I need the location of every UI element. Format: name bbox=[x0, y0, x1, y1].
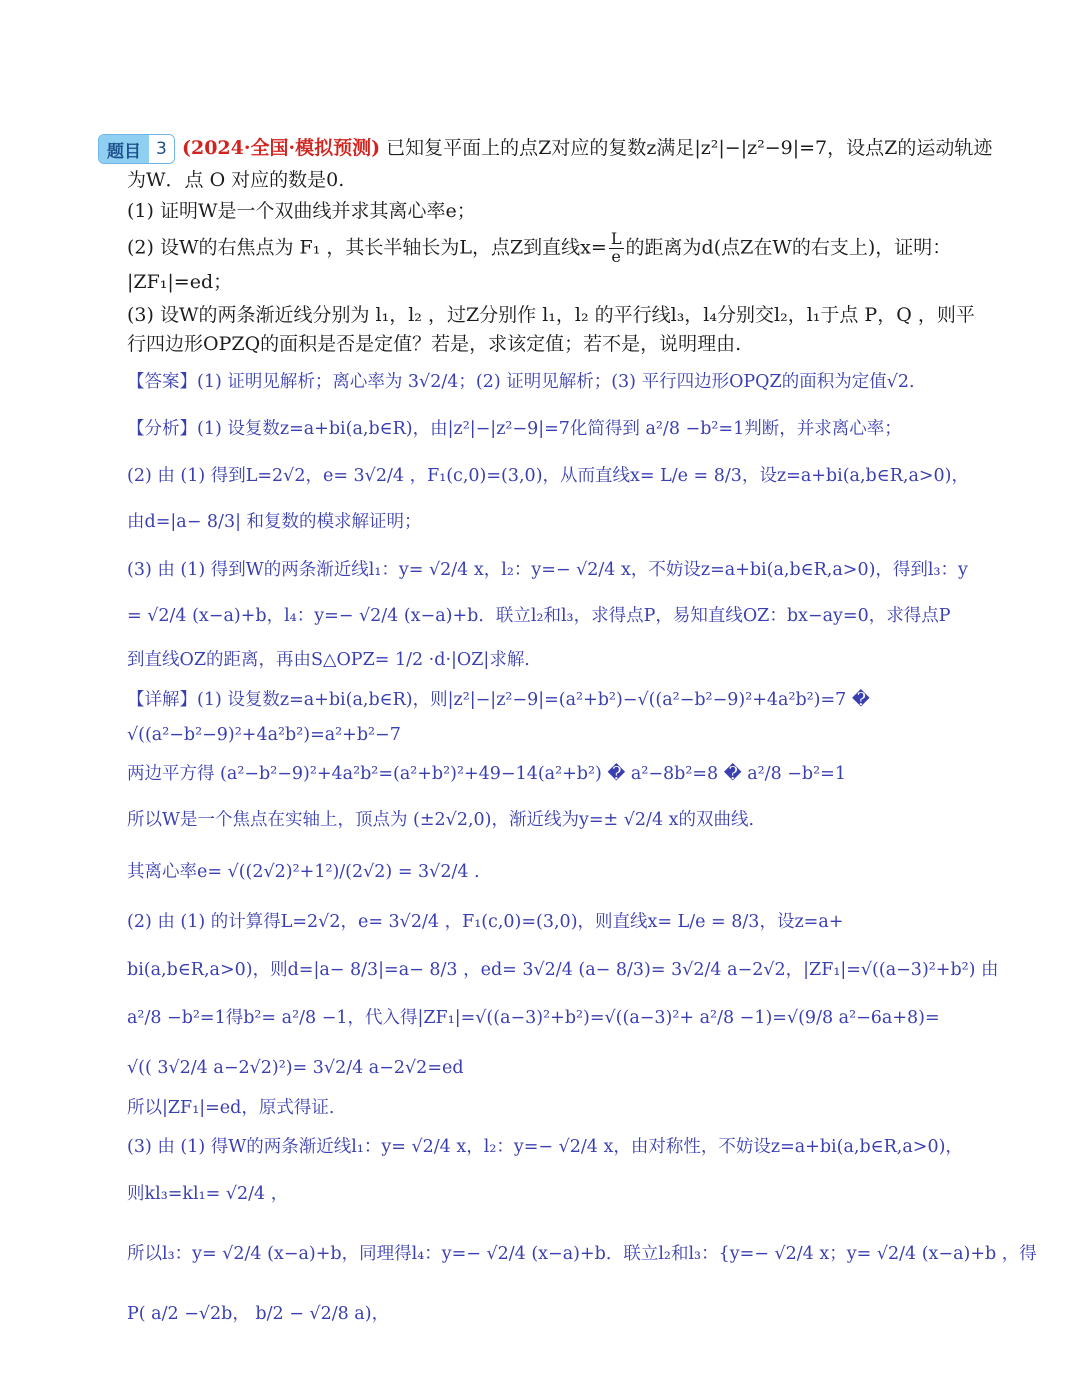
problem-tag-label: 题目 bbox=[99, 135, 149, 163]
problem-tag bbox=[98, 134, 175, 164]
question-stem-line-1 bbox=[182, 134, 993, 162]
question-part-2-a: (2) 设W的右焦点为 F₁ ，其长半轴长为L，点Z到直线x= bbox=[127, 236, 607, 259]
question-part-2-c: |ZF₁|=ed； bbox=[127, 271, 233, 293]
question-stem-1: 已知复平面上的点Z对应的复数z满足|z²|−|z²−9|=7，设点Z的运动轨迹 bbox=[386, 137, 993, 159]
solution-line-11: 所以W是一个焦点在实轴上，顶点为 (±2√2,0)，渐近线为y=± √2/4 x的双曲线. bbox=[127, 810, 755, 830]
analysis-line-2: 【分析】(1) 设复数z=a+bi(a,b∈R)，由|z²|−|z²−9|=7化简得到 a²/8 −b²=1判断，并求离心率； bbox=[127, 419, 902, 439]
problem-tag-number: 3 bbox=[149, 135, 174, 163]
fraction-denominator: e bbox=[611, 246, 621, 266]
problem-source: (2024·全国·模拟预测) bbox=[182, 137, 381, 159]
analysis-line-7: 到直线OZ的距离，再由S△OPZ= 1/2 ·d·|OZ|求解. bbox=[127, 650, 530, 670]
solution-line-16: √(( 3√2/4 a−2√2)²)= 3√2/4 a−2√2=ed bbox=[127, 1058, 464, 1078]
fraction-numerator: L bbox=[610, 229, 622, 248]
solution-line-8: 【详解】(1) 设复数z=a+bi(a,b∈R)，则|z²|−|z²−9|=(a²+b²)−√((a²−b²−9)²+4a²b²)=7 � bbox=[127, 690, 870, 710]
analysis-line-5: (3) 由 (1) 得到W的两条渐近线l₁：y= √2/4 x，l₂：y=− √2/4 x，不妨设z=a+bi(a,b∈R,a>0)，得到l₃：y bbox=[127, 560, 968, 580]
solution-line-12: 其离心率e= √((2√2)²+1²)/(2√2) = 3√2/4 . bbox=[127, 862, 480, 882]
question-part-1: (1) 证明W是一个双曲线并求其离心率e； bbox=[127, 200, 476, 222]
answer-line-1: 【答案】(1) 证明见解析；离心率为 3√2/4；(2) 证明见解析；(3) 平行四边形OPQZ的面积为定值√2. bbox=[127, 372, 915, 392]
solution-line-19: 则kl₃=kl₁= √2/4 ， bbox=[127, 1184, 289, 1204]
solution-line-9: √((a²−b²−9)²+4a²b²)=a²+b²−7 bbox=[127, 725, 401, 745]
solution-line-17: 所以|ZF₁|=ed，原式得证. bbox=[127, 1098, 335, 1118]
solution-line-14: bi(a,b∈R,a>0)，则d=|a− 8/3|=a− 8/3 ，ed= 3√2/4 (a− 8/3)= 3√2/4 a−2√2，|ZF₁|=√((a−3)²+b²) 由 bbox=[127, 960, 999, 980]
solution-line-20: 所以l₃：y= √2/4 (x−a)+b，同理得l₄：y=− √2/4 (x−a)+b．联立l₂和l₃：{y=− √2/4 x；y= √2/4 (x−a)+b ，得 bbox=[127, 1244, 1037, 1264]
solution-line-13: (2) 由 (1) 的计算得L=2√2，e= 3√2/4 ，F₁(c,0)=(3,0)，则直线x= L/e = 8/3，设z=a+ bbox=[127, 912, 844, 932]
analysis-line-3: (2) 由 (1) 得到L=2√2，e= 3√2/4 ，F₁(c,0)=(3,0)，从而直线x= L/e = 8/3，设z=a+bi(a,b∈R,a>0)， bbox=[127, 466, 969, 486]
solution-line-15: a²/8 −b²=1得b²= a²/8 −1，代入得|ZF₁|=√((a−3)²+b²)=√((a−3)²+ a²/8 −1)=√(9/8 a²−6a+8)= bbox=[127, 1008, 940, 1028]
question-part-3-b: 行四边形OPZQ的面积是否是定值？若是，求该定值；若不是，说明理由. bbox=[127, 333, 742, 355]
solution-line-10: 两边平方得 (a²−b²−9)²+4a²b²=(a²+b²)²+49−14(a²+b²) � a²−8b²=8 � a²/8 −b²=1 bbox=[127, 764, 846, 784]
analysis-line-6: = √2/4 (x−a)+b，l₄：y=− √2/4 (x−a)+b．联立l₂和l₃，求得点P，易知直线OZ：bx−ay=0，求得点P bbox=[127, 606, 951, 626]
question-part-3-a: (3) 设W的两条渐近线分别为 l₁，l₂ ，过Z分别作 l₁，l₂ 的平行线l₃，l₄分别交l₂，l₁于点 P，Q ，则平 bbox=[127, 304, 975, 326]
solution-line-21: P( a/2 −√2b， b/2 − √2/8 a)， bbox=[127, 1304, 390, 1324]
question-stem-2: 为W．点 O 对应的数是0. bbox=[127, 169, 345, 191]
question-part-2-line-1 bbox=[127, 231, 990, 266]
question-part-2-b: 的距离为d(点Z在W的右支上)，证明： bbox=[625, 236, 952, 259]
question-part-2-fraction bbox=[609, 231, 624, 266]
solution-line-18: (3) 由 (1) 得W的两条渐近线l₁：y= √2/4 x，l₂：y=− √2/4 x，由对称性，不妨设z=a+bi(a,b∈R,a>0)， bbox=[127, 1137, 963, 1157]
analysis-line-4: 由d=|a− 8/3| 和复数的模求解证明； bbox=[127, 512, 422, 532]
